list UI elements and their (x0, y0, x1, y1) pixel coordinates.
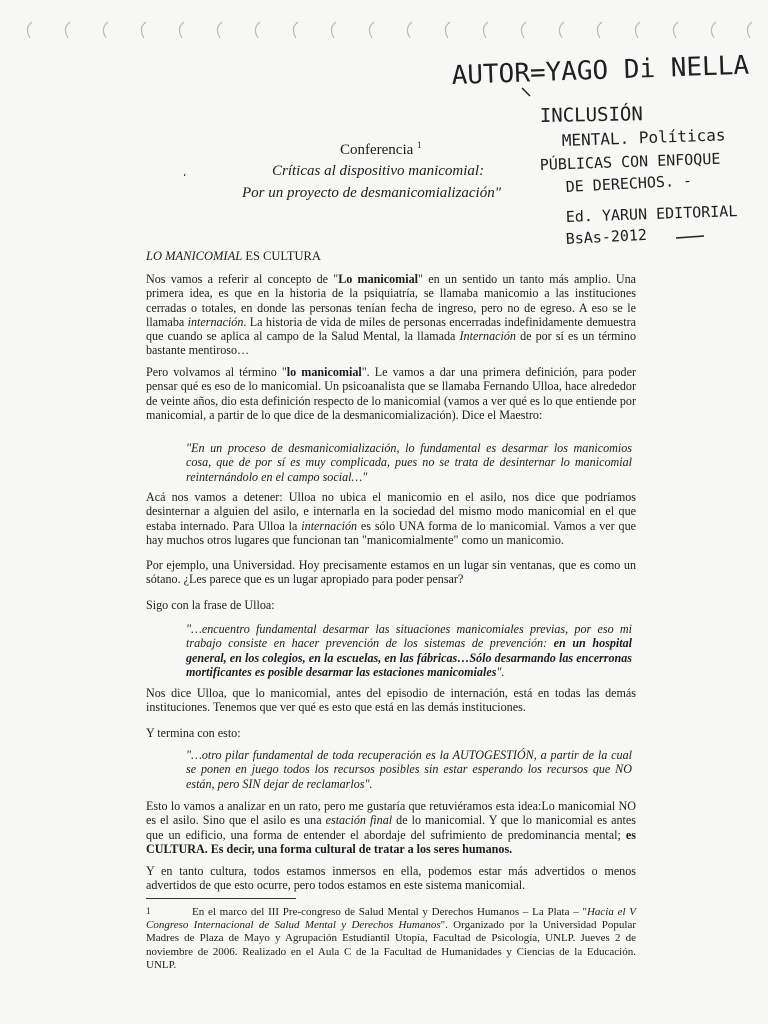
subtitle-line-1: Críticas al dispositivo manicomial: (272, 163, 485, 179)
text-run: En el marco del III Pre-congreso de Salud Mental y Derechos Humanos – La Plata – " (192, 906, 587, 918)
paragraph-3 (146, 490, 636, 547)
annotation-title-3: PÚBLICAS CON ENFOQUE (539, 149, 721, 174)
text-run-bold: es CULTURA. Es decir, una forma cultural de tratar a los seres humanos. (146, 827, 636, 856)
text-run-italic: internación (187, 314, 244, 329)
annotation-title-2: MENTAL. Políticas (561, 125, 726, 150)
text-run: Nos vamos a referir al concepto de " (146, 272, 339, 286)
paragraph-4: Por ejemplo, una Universidad. Hoy precisamente estamos en un lugar sin ventanas, que es como un sótano. ¿Les parece que es un lugar apropiado para poder pensar? (146, 558, 636, 587)
footnote-text (146, 906, 636, 972)
text-run: Pero volvamos al término " (146, 365, 287, 379)
quote-3: "…otro pilar fundamental de toda recuperación es la AUTOGESTIÓN, a partir de la cual se ponen en juego todos los recursos posibles sin estar esperando los recursos que NO están, pero SIN dejar de reclamarlos". (186, 748, 632, 791)
paragraph-7: Y termina con esto: (146, 726, 241, 740)
paragraph-5: Sigo con la frase de Ulloa: (146, 598, 275, 612)
footnote-divider (146, 898, 296, 899)
text-run-bold: lo manicomial (286, 365, 362, 379)
text-run-bold: Lo manicomial (338, 272, 419, 286)
text-run-bold-italic: en un hospital general, en los colegios, en la escuelas, en las fábricas…Sólo desarmando las encerronas mortificantes es posible desarmar las estaciones manicomiales (186, 636, 632, 679)
footnote-number: 1 (146, 906, 151, 916)
text-run-italic: "…encuentro fundamental desarmar las situaciones manicomiales previas, por eso mi trabajo consiste en hacer prevención de los sistemas de prevención: (186, 622, 632, 651)
text-run: Esto lo vamos a analizar en un rato, pero me gustaría que retuviéramos esta idea:Lo manicomial NO es el asilo. Sino que el asilo es una (146, 799, 636, 828)
annotation-publisher: Ed. YARUN EDITORIAL (565, 202, 738, 226)
section-heading-rest: ES CULTURA (242, 249, 321, 263)
conference-title (340, 140, 422, 159)
text-run-italic: internación (301, 518, 358, 533)
text-run: de por sí es un término bastante mentiroso… (146, 329, 636, 358)
text-run-italic: Internación (459, 329, 516, 344)
section-heading (146, 249, 321, 264)
annotation-title-4: DE DERECHOS. - (565, 171, 693, 196)
text-run: de lo manicomial. Y que lo manicomial es antes que un edificio, una forma de entender el abordaje del sufrimiento de predominancia mental; (146, 813, 636, 842)
text-run: ". Organizado por la Universidad Popular Madres de Plaza de Mayo y Agrupación Estudiantil Utopía, Facultad de Psicología, UNLP. Jueves 2 de noviembre de 2006. Realizado en el Aula C de la Facultad de Humanidades y Ciencias de la Educación. UNLP. (146, 919, 637, 971)
paragraph-6: Nos dice Ulloa, que lo manicomial, antes del episodio de internación, está en todas las demás instituciones. Tenemos que ver qué es esto que está en las demás instituciones. (146, 686, 636, 715)
text-run-italic: ". (496, 664, 505, 679)
annotation-author: AUTOR=YAGO Di NELLA (451, 50, 750, 91)
annotation-title-1: INCLUSIÓN (539, 103, 644, 127)
quote-1: "En un proceso de desmanicomialización, lo fundamental es desarmar los manicomios cosa, que de por sí es muy complicada, pues no se trata de desinternar lo manicomial reinternándolo en el campo social…" (186, 441, 632, 484)
text-run: es sólo UNA forma de lo manicomial. Vamos a ver que hay muchos otros lugares que funcionan tan "manicomialmente" como un manicomio. (146, 518, 636, 547)
text-run: " en un sentido un tanto más amplio. Una primera idea, es que en la historia de la psiquiatría, se llamaba manicomio a las instituciones cerradas o totales, en donde las personas tenían fecha de ingreso, pero no de egreso. A eso se le llamaba (146, 272, 636, 329)
paragraph-9: Y en tanto cultura, todos estamos inmersos en ella, podemos estar más advertidos o menos advertidos de que esto ocurre, pero todos estamos en este sistema manicomial. (146, 864, 636, 893)
text-run-italic: estación final (325, 813, 393, 828)
section-heading-italic: LO MANICOMIAL (146, 249, 243, 263)
footnote-reference: 1 (417, 140, 422, 150)
annotation-place-year: BsAs-2012 (565, 225, 648, 248)
text-run: Acá nos vamos a detener: Ulloa no ubica el manicomio en el asilo, nos dice que podríamos desinternar a alguien del asilo, e internarla en la sociedad del mismo modo manicomial en el que estaba internado. Para Ulloa la (146, 490, 636, 533)
paragraph-8 (146, 799, 636, 856)
subtitle-line-2: Por un proyecto de desmanicomialización" (242, 185, 502, 201)
text-run: ". Le vamos a dar una primera definición, para poder pensar qué es eso de lo manicomial. Un psicoanalista que se llamaba Fernando Ulloa, hace alrededor de veinte años, dio esta definición respecto de lo manicomial (vamos a ver qué es lo que entiende por manicomial, a partir de lo que dice de la desmanicomialización). Dice el Maestro: (146, 365, 636, 422)
quote-2 (186, 622, 632, 679)
paragraph-1 (146, 272, 636, 358)
conference-label: Conferencia (340, 142, 414, 158)
scan-mark: ، (183, 168, 187, 179)
text-run-italic: Hacia el V Congreso Internacional de Salud Mental y Derechos Humanos (146, 906, 637, 932)
text-run: . La historia de vida de miles de personas encerradas indefinidamente demuestra que cuando se aplica al campo de la Salud Mental, la llamada (146, 314, 636, 344)
paragraph-2 (146, 365, 636, 422)
